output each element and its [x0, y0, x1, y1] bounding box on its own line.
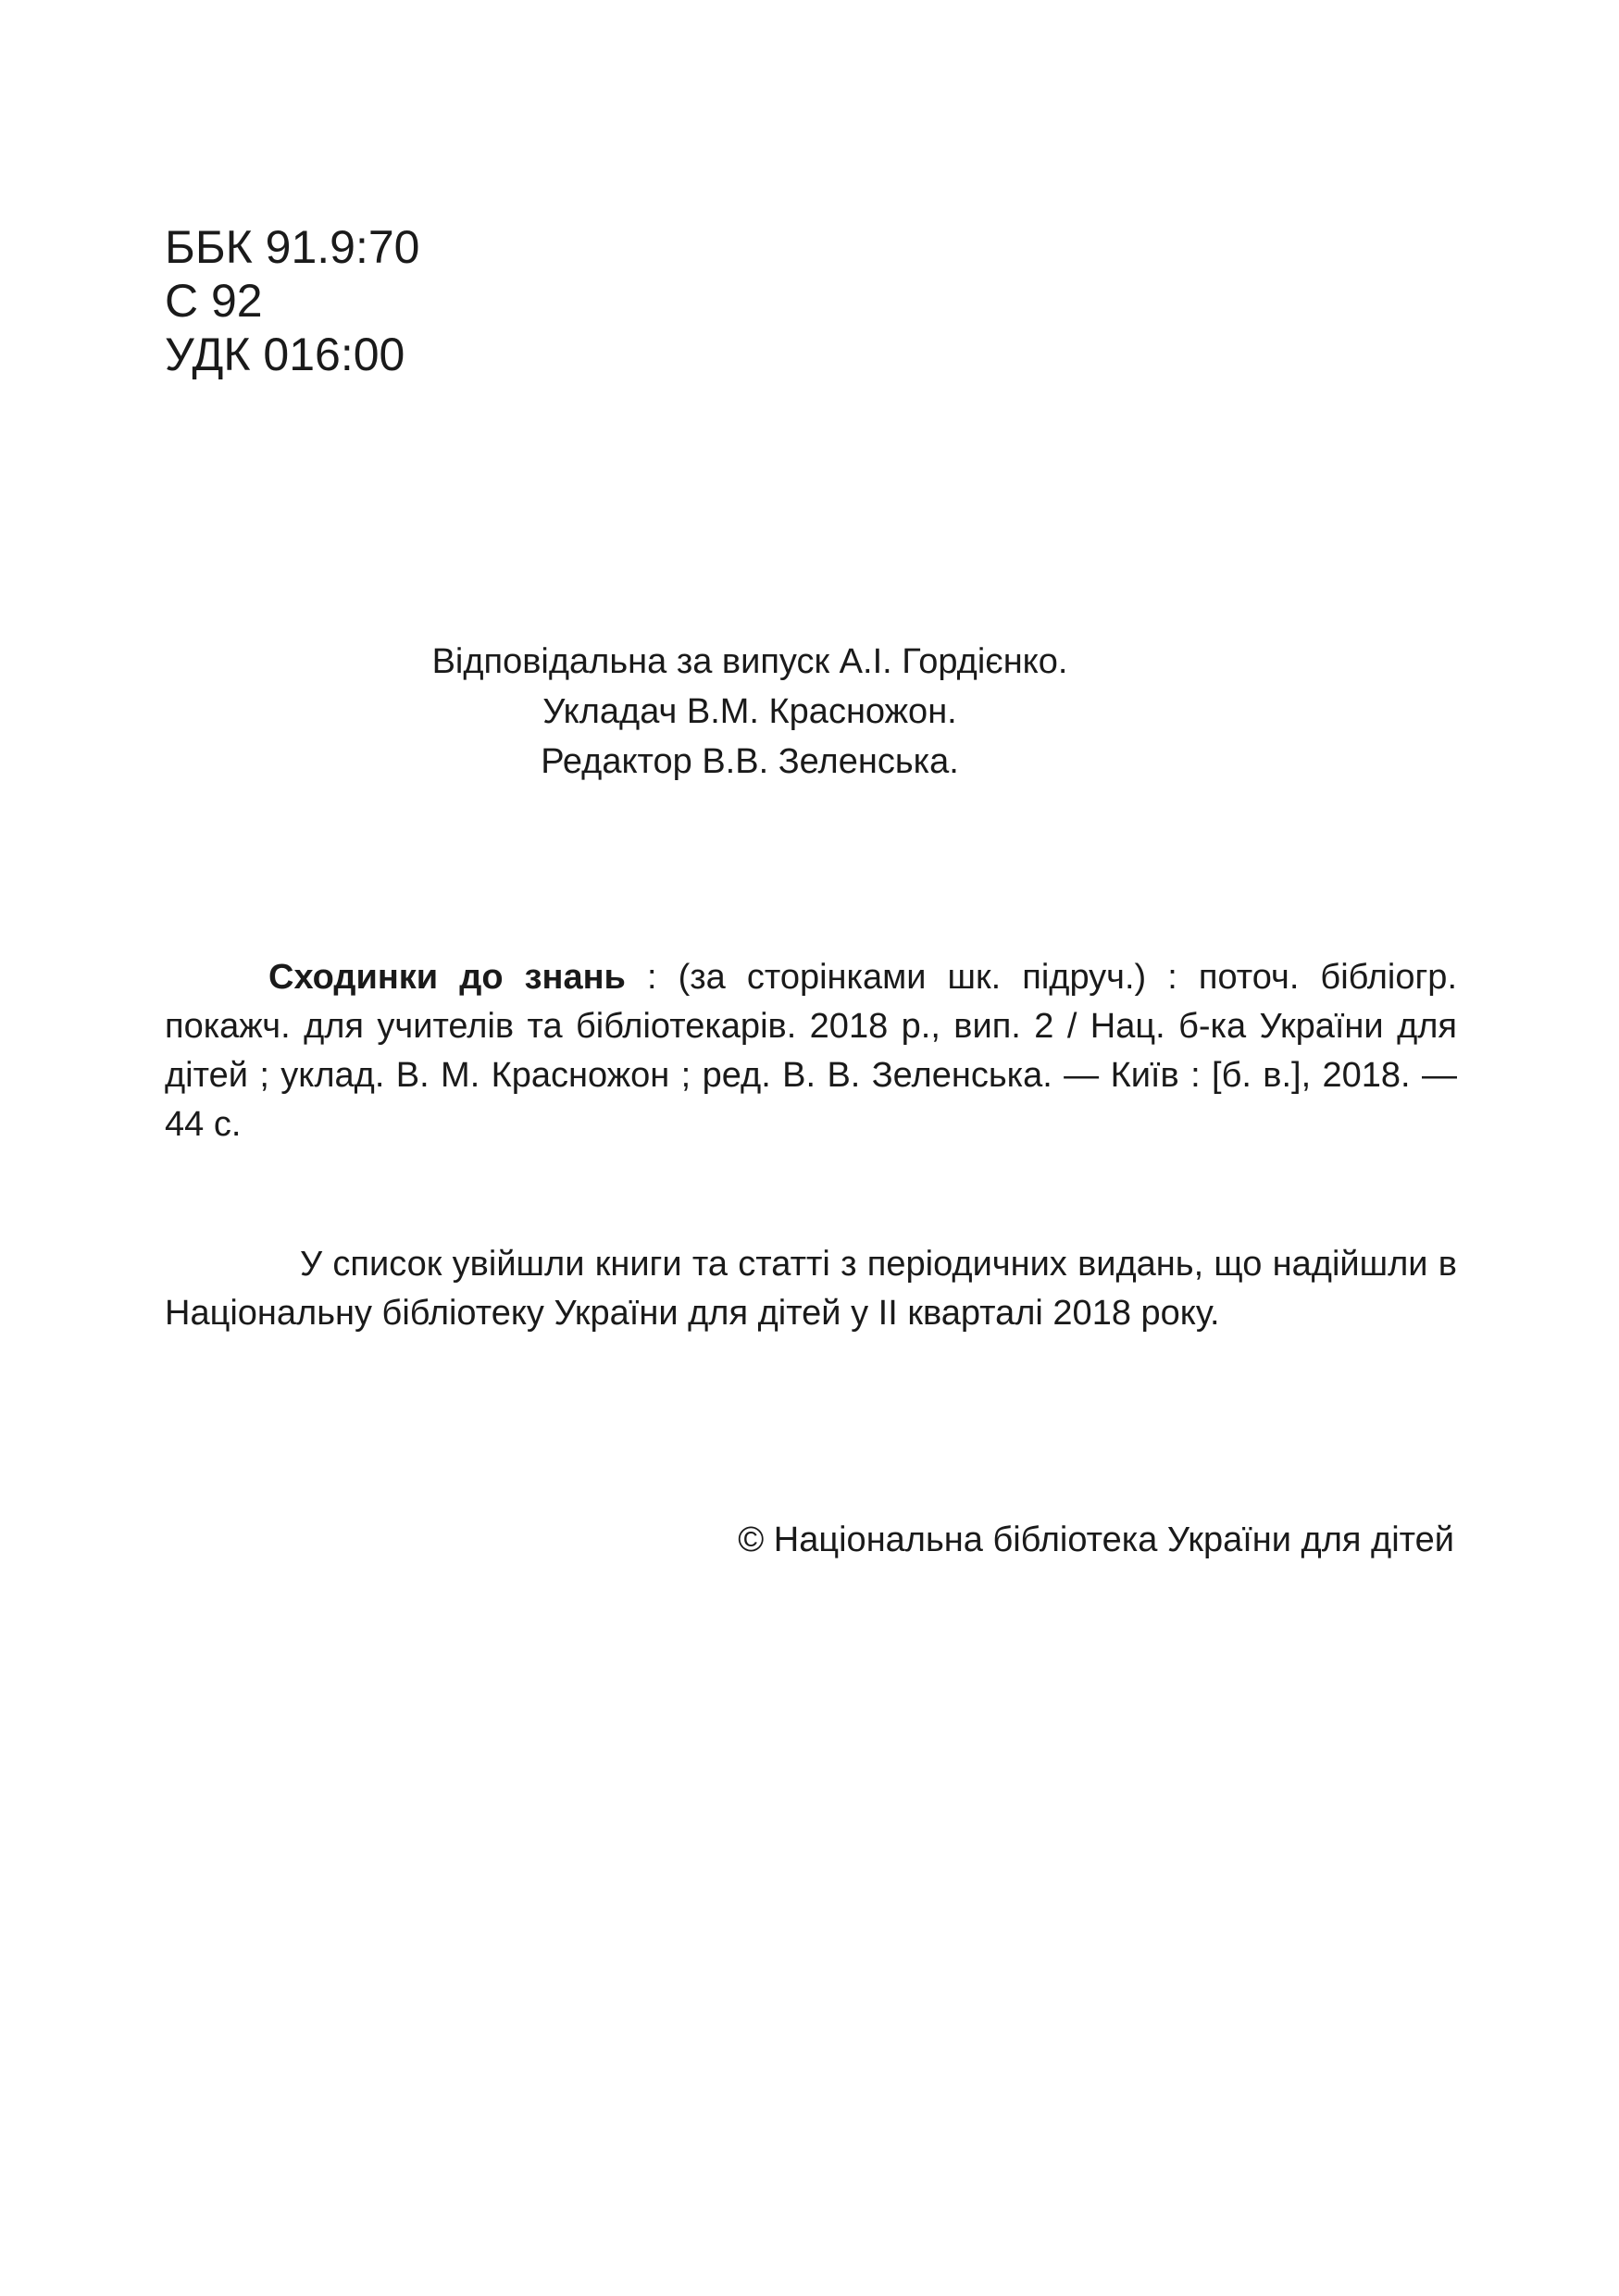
responsible-editor: Відповідальна за випуск А.І. Гордієнко. — [431, 642, 1068, 681]
bbk-code: ББК 91.9:70 — [165, 221, 420, 273]
author-mark: С 92 — [165, 275, 263, 327]
citation-details: : (за сторінками шк. підруч.) : поточ. бібліогр. покажч. для учителів та бібліотекарів. 2018 р., вип. 2 / Нац. б-ка України для дітей ; уклад. В. М. Красножон ; ред. В. В. Зеленська. — Київ : [б. в.], 2018. — 44 с. — [165, 958, 1457, 1144]
bibliographic-citation — [165, 953, 1457, 1149]
citation-title: Сходинки до знань — [268, 958, 626, 997]
compiler: Укладач В.М. Красножон. — [542, 692, 957, 731]
classification-block — [165, 220, 419, 381]
editor: Редактор В.В. Зеленська. — [541, 742, 959, 781]
copyright-notice: © Національна бібліотека України для дітей — [738, 1520, 1454, 1559]
annotation-paragraph: У список увійшли книги та статті з періодичних видань, що надійшли в Національну бібліотеку України для дітей у ІІ кварталі 2018 року. — [165, 1245, 1457, 1333]
credits-block — [0, 637, 1500, 787]
udk-code: УДК 016:00 — [165, 329, 405, 380]
